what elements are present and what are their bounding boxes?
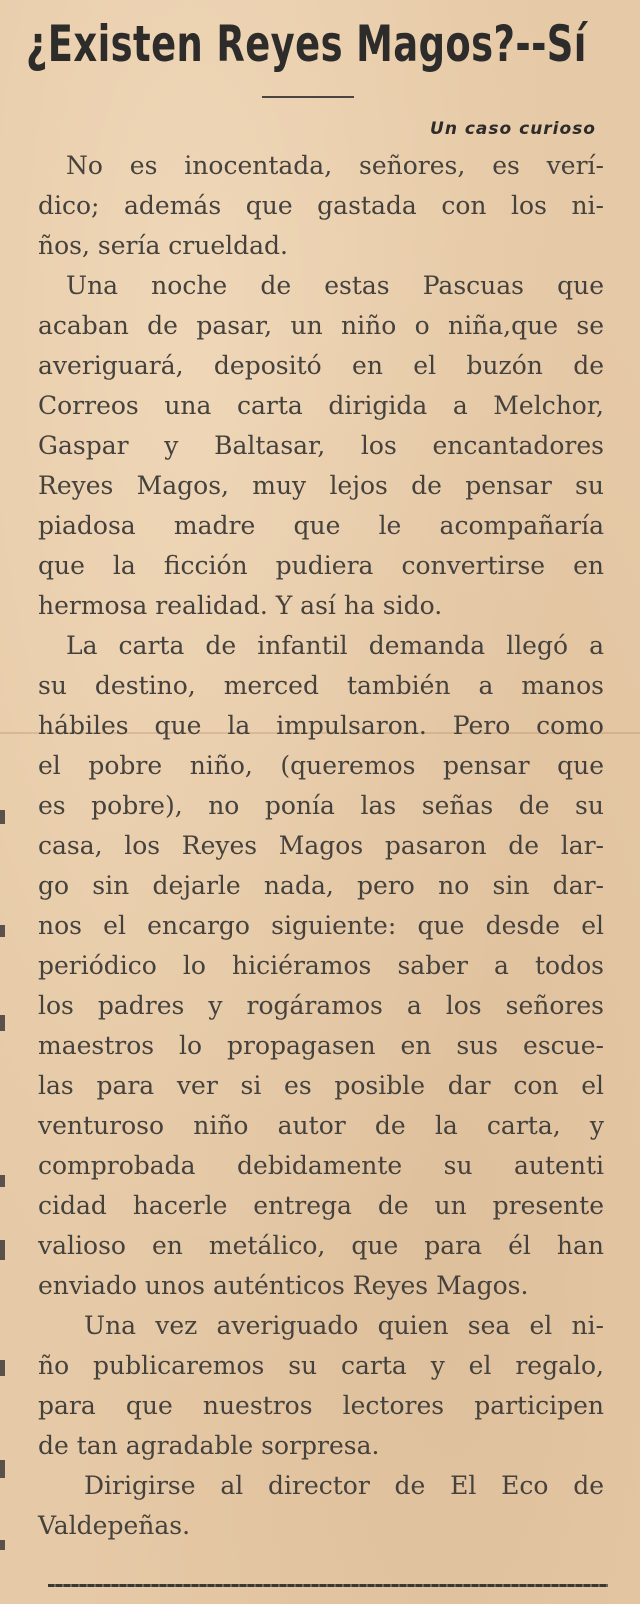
article-subheading: Un caso curioso — [430, 119, 596, 139]
margin-mark — [0, 810, 5, 824]
article-line: el pobre niño, (queremos pensar que — [38, 751, 604, 780]
article-line: enviado unos auténticos Reyes Magos. — [38, 1271, 529, 1300]
article-line: casa, los Reyes Magos pasaron de lar- — [38, 831, 604, 860]
article-line: que la ficción pudiera convertirse en — [38, 551, 604, 580]
margin-mark — [0, 1360, 5, 1376]
article-line: valioso en metálico, que para él han — [38, 1231, 604, 1260]
article-line: No es inocentada, señores, es verí- — [66, 151, 604, 180]
article-line: maestros lo propagasen en sus escue- — [38, 1031, 604, 1060]
article-line: piadosa madre que le acompañaría — [38, 511, 604, 540]
article-body — [38, 146, 604, 1546]
article-line: venturoso niño autor de la carta, y — [38, 1111, 604, 1140]
article-line: dico; además que gastada con los ni- — [38, 191, 604, 220]
article-line: es pobre), no ponía las señas de su — [38, 791, 604, 820]
article-line: comprobada debidamente su autenti — [38, 1151, 604, 1180]
margin-mark — [0, 1015, 5, 1031]
article-line: La carta de infantil demanda llegó a — [66, 631, 604, 660]
article-line: nos el encargo siguiente: que desde el — [38, 911, 604, 940]
article-line: periódico lo hiciéramos saber a todos — [38, 951, 604, 980]
article-line: su destino, merced también a manos — [38, 671, 604, 700]
article-line: Una noche de estas Pascuas que — [66, 271, 604, 300]
article-line: hermosa realidad. Y así ha sido. — [38, 591, 443, 620]
article-line: Correos una carta dirigida a Melchor, — [38, 391, 604, 420]
article-line: Valdepeñas. — [38, 1511, 191, 1540]
footer-rule — [48, 1584, 608, 1587]
article-line: ños, sería crueldad. — [38, 231, 288, 260]
article-line: de tan agradable sorpresa. — [38, 1431, 380, 1460]
article-line: go sin dejarle nada, pero no sin dar- — [38, 871, 604, 900]
article-line: ño publicaremos su carta y el regalo, — [38, 1351, 604, 1380]
article-headline: ¿Existen Reyes Magos?--Sí — [26, 15, 587, 73]
margin-mark — [0, 925, 5, 937]
title-rule — [262, 96, 354, 98]
article-line: los padres y rogáramos a los señores — [38, 991, 604, 1020]
article-line: Reyes Magos, muy lejos de pensar su — [38, 471, 604, 500]
margin-mark — [0, 1240, 5, 1260]
article-line: acaban de pasar, un niño o niña,que se — [38, 311, 604, 340]
article-line: Gaspar y Baltasar, los encantadores — [38, 431, 604, 460]
article-line: Una vez averiguado quien sea el ni- — [84, 1311, 604, 1340]
article-line: hábiles que la impulsaron. Pero como — [38, 711, 604, 740]
article-line: para que nuestros lectores participen — [38, 1391, 604, 1420]
article-line: las para ver si es posible dar con el — [38, 1071, 604, 1100]
article-line: cidad hacerle entrega de un presente — [38, 1191, 604, 1220]
margin-mark — [0, 1460, 5, 1478]
margin-mark — [0, 1175, 5, 1187]
margin-mark — [0, 1540, 5, 1550]
article-line: averiguará, depositó en el buzón de — [38, 351, 604, 380]
article-line: Dirigirse al director de El Eco de — [84, 1471, 604, 1500]
